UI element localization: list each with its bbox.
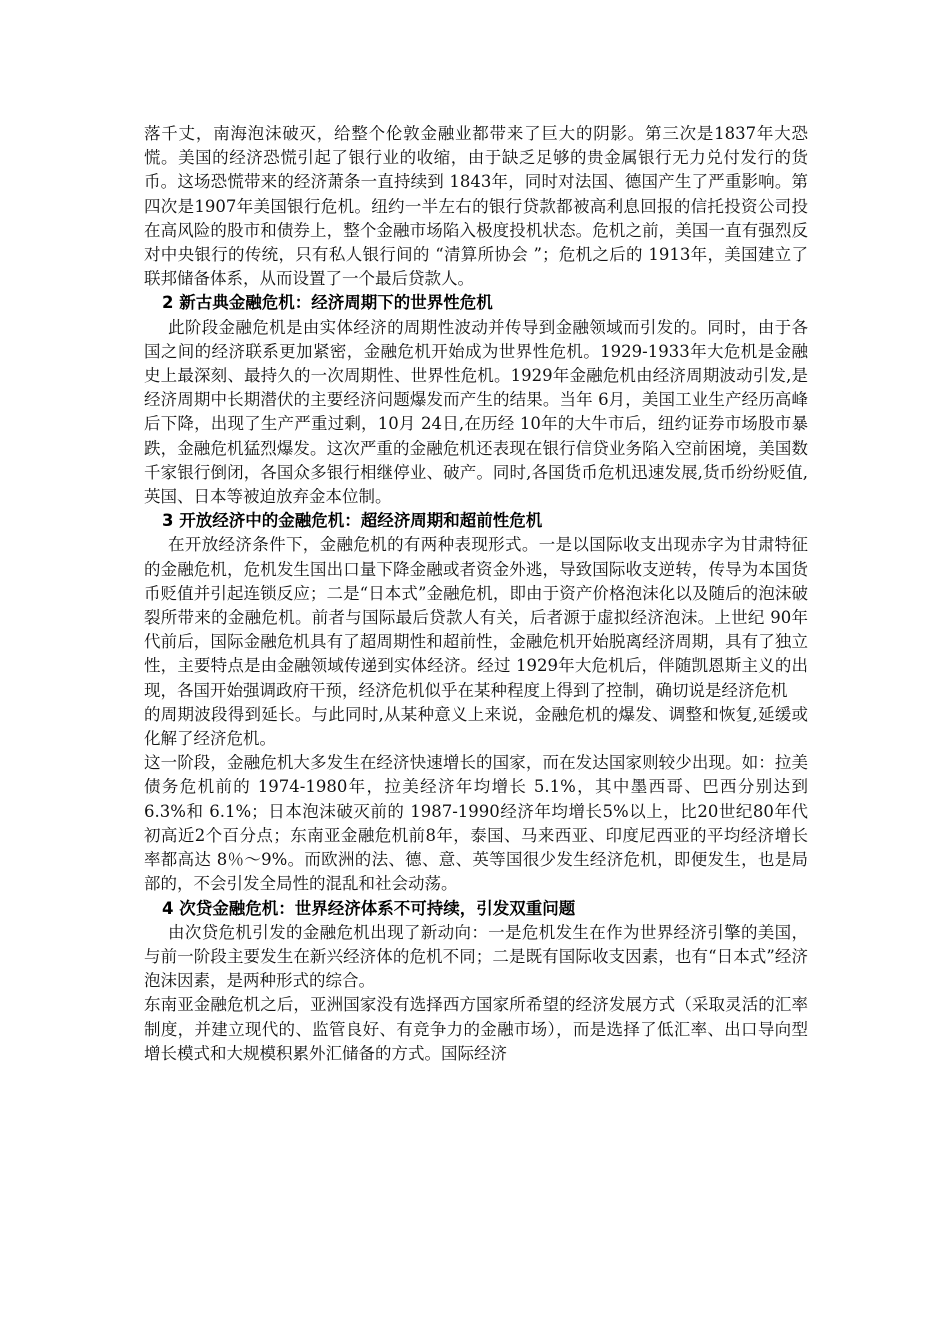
- section-heading-2: 2 新古典金融危机：经济周期下的世界性危机: [162, 293, 493, 313]
- section-heading-4: 4 次贷金融危机：世界经济体系不可持续，引发双重问题: [162, 898, 576, 918]
- paragraph-section-3-c: 这一阶段，金融危机大多发生在经济快速增长的国家，而在发达国家则较少出现。如：拉美债务危机前的 1974-1980年，拉美经济年均增长 5.1%，其中墨西哥、巴西分别达到 6.3%和 6.1%；日本泡沫破灭前的 1987-1990经济年均增长5%以上，比20世纪80年代初高近2个百分点；东南亚金融危机前8年，泰国、马来西亚、印度尼西亚的平均经济增长率都高达 8％～9%。而欧洲的法、德、意、英等国很少发生经济危机，即便发生，也是局部的，不会引发全局性的混乱和社会动荡。: [144, 753, 808, 894]
- section-heading-3: 3 开放经济中的金融危机：超经济周期和超前性危机: [162, 511, 543, 531]
- paragraph-section-3-b: 的周期波段得到延长。与此同时,从某种意义上来说，金融危机的爆发、调整和恢复,延缓或化解了经济危机。: [144, 704, 808, 749]
- document-page: [144, 122, 808, 1066]
- paragraph-section-3-a: 在开放经济条件下，金融危机的有两种表现形式。一是以国际收支出现赤字为甘肃特征的金融危机，危机发生国出口量下降金融或者资金外逃，导致国际收支逆转，传导为本国货币贬值并引起连锁反应；二是“日本式”金融危机，即由于资产价格泡沫化以及随后的泡沫破裂所带来的金融危机。前者与国际最后贷款人有关，后者源于虚拟经济泡沫。上世纪 90年代前后，国际金融危机具有了超周期性和超前性，金融危机开始脱离经济周期，具有了独立性，主要特点是由金融领域传递到实体经济。经过 1929年大危机后，伴随凯恩斯主义的出现，各国开始强调政府干预，经济危机似乎在某种程度上得到了控制，确切说是经济危机: [144, 535, 808, 700]
- paragraph-intro: 落千丈，南海泡沫破灭，给整个伦敦金融业都带来了巨大的阴影。第三次是1837年大恐慌。美国的经济恐慌引起了银行业的收缩，由于缺乏足够的贵金属银行无力兑付发行的货币。这场恐慌带来的经济萧条一直持续到 1843年，同时对法国、德国产生了严重影响。第四次是1907年美国银行危机。纽约一半左右的银行贷款都被高利息回报的信托投资公司投在高风险的股市和债券上，整个金融市场陷入极度投机状态。危机之前，美国一直有强烈反对中央银行的传统，只有私人银行间的 “清算所协会 ”；危机之后的 1913年，美国建立了联邦储备体系，从而设置了一个最后贷款人。: [144, 124, 808, 289]
- paragraph-section-4-b: 东南亚金融危机之后，亚洲国家没有选择西方国家所希望的经济发展方式（采取灵活的汇率制度，并建立现代的、监管良好、有竞争力的金融市场），而是选择了低汇率、出口导向型增长模式和大规模积累外汇储备的方式。国际经济: [144, 995, 808, 1063]
- paragraph-section-4-a: 由次贷危机引发的金融危机出现了新动向：一是危机发生在作为世界经济引擎的美国，与前一阶段主要发生在新兴经济体的危机不同；二是既有国际收支因素，也有“日本式”经济泡沫因素，是两种形式的综合。: [144, 922, 808, 991]
- paragraph-section-2: 此阶段金融危机是由实体经济的周期性波动并传导到金融领域而引发的。同时，由于各国之间的经济联系更加紧密，金融危机开始成为世界性危机。1929-1933年大危机是金融史上最深刻、最持久的一次周期性、世界性危机。1929年金融危机由经济周期波动引发,是经济周期中长期潜伏的主要经济问题爆发而产生的结果。当年 6月，美国工业生产经历高峰后下降，出现了生产严重过剩，10月 24日,在历经 10年的大牛市后，纽约证券市场股市暴跌，金融危机猛烈爆发。这次严重的金融危机还表现在银行信贷业务陷入空前困境，美国数千家银行倒闭，各国众多银行相继停业、破产。同时,各国货币危机迅速发展,货币纷纷贬值,英国、日本等被迫放弃金本位制。: [144, 317, 808, 507]
